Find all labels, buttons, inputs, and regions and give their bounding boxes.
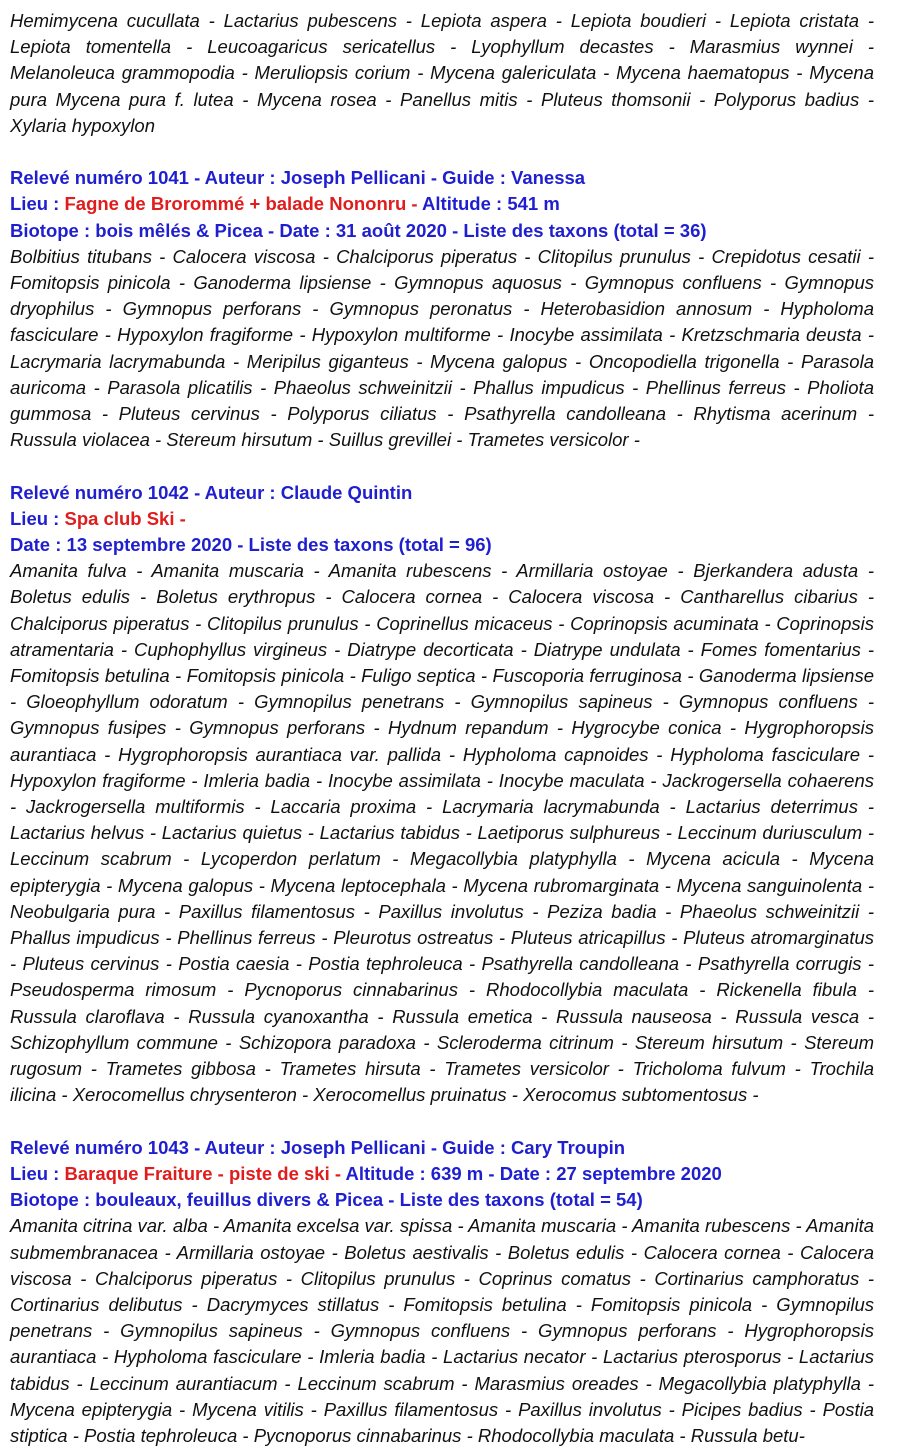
- lieu-details: Altitude : 639 m - Date : 27 septembre 2020: [341, 1162, 722, 1184]
- intro-taxa-list: Hemimycena cucullata - Lactarius pubescens - Lepiota aspera - Lepiota boudieri - Lepiota cristata - Lepiota tomentella - Leucoagaricus sericatellus - Lyophyllum decastes - Marasmius wynnei - Melanoleuca grammopodia - Meruliopsis corium - Mycena galericulata - Mycena haematopus - Mycena pura Mycena pura f. lutea - Mycena rosea - Panellus mitis - Pluteus thomsonii - Polyporus badius - Xylaria hypoxylon: [10, 10, 874, 136]
- releve-date-line: Date : 13 septembre 2020 - Liste des taxons (total = 96): [10, 534, 492, 556]
- lieu-value: Baraque Fraiture - piste de ski -: [64, 1162, 342, 1184]
- taxa-list: Amanita fulva - Amanita muscaria - Amanita rubescens - Armillaria ostoyae - Bjerkandera adusta - Boletus edulis - Boletus erythropus - Calocera cornea - Calocera viscosa - Cantharellus cibarius - Chalciporus piperatus - Clitopilus prunulus - Coprinellus micaceus - Coprinopsis acuminata - Coprinopsis atramentaria - Cuphophyllus virgineus - Diatrype decorticata - Diatrype undulata - Fomes fomentarius - Fomitopsis betulina - Fomitopsis pinicola - Fuligo septica - Fuscoporia ferruginosa - Ganoderma lipsiense - Gloeophyllum odoratum - Gymnopilus penetrans - Gymnopilus sapineus - Gymnopus confluens - Gymnopus fusipes - Gymnopus perforans - Hydnum repandum - Hygrocybe conica - Hygrophoropsis aurantiaca - Hygrophoropsis aurantiaca var. pallida - Hypholoma capnoides - Hypholoma fasciculare - Hypoxylon fragiforme - Imleria badia - Inocybe assimilata - Inocybe maculata - Jackrogersella cohaerens - Jackrogersella multiformis - Laccaria proxima - Lacrymaria lacrymabunda - Lactarius deterrimus - Lactarius helvus - Lactarius quietus - Lactarius tabidus - Laetiporus sulphureus - Leccinum duriusculum - Leccinum scabrum - Lycoperdon perlatum - Megacollybia platyphylla - Mycena acicula - Mycena epipterygia - Mycena galopus - Mycena leptocephala - Mycena rubromarginata - Mycena sanguinolenta - Neobulgaria pura - Paxillus filamentosus - Paxillus involutus - Peziza badia - Phaeolus schweinitzii - Phallus impudicus - Phellinus ferreus - Pleurotus ostreatus - Pluteus atricapillus - Pluteus atromarginatus - Pluteus cervinus - Postia caesia - Postia tephroleuca - Psathyrella candolleana - Psathyrella corrugis - Pseudosperma rimosum - Pycnoporus cinnabarinus - Rhodocollybia maculata - Rickenella fibula - Russula claroflava - Russula cyanoxantha - Russula emetica - Russula nauseosa - Russula vesca - Schizophyllum commune - Schizopora paradoxa - Scleroderma citrinum - Stereum hirsutum - Stereum rugosum - Trametes gibbosa - Trametes hirsuta - Trametes versicolor - Tricholoma fulvum - Trochila ilicina - Xerocomellus chrysenteron - Xerocomellus pruinatus - Xerocomus subtomentosus -: [10, 560, 874, 1106]
- releve-1041: [10, 165, 874, 453]
- releve-lieu-line: [10, 506, 874, 532]
- lieu-value: Spa club Ski -: [64, 507, 186, 529]
- lieu-label: Lieu :: [10, 193, 65, 215]
- releve-lieu-line: [10, 1161, 874, 1187]
- releve-header: Relevé numéro 1041 - Auteur : Joseph Pellicani - Guide : Vanessa: [10, 167, 586, 189]
- lieu-value: Fagne de Brorommé + balade Nononru -: [64, 193, 418, 215]
- releve-1042: [10, 480, 874, 1109]
- lieu-details: Altitude : 541 m: [417, 193, 560, 215]
- document: [10, 8, 874, 1449]
- taxa-list: Bolbitius titubans - Calocera viscosa - Chalciporus piperatus - Clitopilus prunulus - Crepidotus cesatii - Fomitopsis pinicola - Ganoderma lipsiense - Gymnopus aquosus - Gymnopus confluens - Gymnopus dryophilus - Gymnopus perforans - Gymnopus peronatus - Heterobasidion annosum - Hypholoma fasciculare - Hypoxylon fragiforme - Hypoxylon multiforme - Inocybe assimilata - Kretzschmaria deusta - Lacrymaria lacrymabunda - Meripilus giganteus - Mycena galopus - Oncopodiella trigonella - Parasola auricoma - Parasola plicatilis - Phaeolus schweinitzii - Phallus impudicus - Phellinus ferreus - Pholiota gummosa - Pluteus cervinus - Polyporus ciliatus - Psathyrella candolleana - Rhytisma acerinum - Russula violacea - Stereum hirsutum - Suillus grevillei - Trametes versicolor -: [10, 245, 874, 451]
- releve-lieu-line: [10, 191, 874, 217]
- releve-biotope-line: Biotope : bouleaux, feuillus divers & Picea - Liste des taxons (total = 54): [10, 1189, 643, 1211]
- lieu-label: Lieu :: [10, 1162, 65, 1184]
- taxa-list: Amanita citrina var. alba - Amanita excelsa var. spissa - Amanita muscaria - Amanita rubescens - Amanita submembranacea - Armillaria ostoyae - Boletus aestivalis - Boletus edulis - Calocera cornea - Calocera viscosa - Chalciporus piperatus - Clitopilus prunulus - Coprinus comatus - Cortinarius camphoratus - Cortinarius delibutus - Dacrymyces stillatus - Fomitopsis betulina - Fomitopsis pinicola - Gymnopilus penetrans - Gymnopilus sapineus - Gymnopus confluens - Gymnopus perforans - Hygrophoropsis aurantiaca - Hypholoma fasciculare - Imleria badia - Lactarius necator - Lactarius pterosporus - Lactarius tabidus - Leccinum aurantiacum - Leccinum scabrum - Marasmius oreades - Megacollybia platyphylla - Mycena epipterygia - Mycena vitilis - Paxillus filamentosus - Paxillus involutus - Picipes badius - Postia stiptica - Postia tephroleuca - Pycnoporus cinnabarinus - Rhodocollybia maculata - Russula betu-: [10, 1215, 874, 1446]
- releve-header: Relevé numéro 1042 - Auteur : Claude Quintin: [10, 481, 413, 503]
- releve-header: Relevé numéro 1043 - Auteur : Joseph Pellicani - Guide : Cary Troupin: [10, 1136, 626, 1158]
- releve-1043: [10, 1135, 874, 1449]
- lieu-label: Lieu :: [10, 507, 65, 529]
- releve-biotope-line: Biotope : bois mêlés & Picea - Date : 31 août 2020 - Liste des taxons (total = 36): [10, 219, 707, 241]
